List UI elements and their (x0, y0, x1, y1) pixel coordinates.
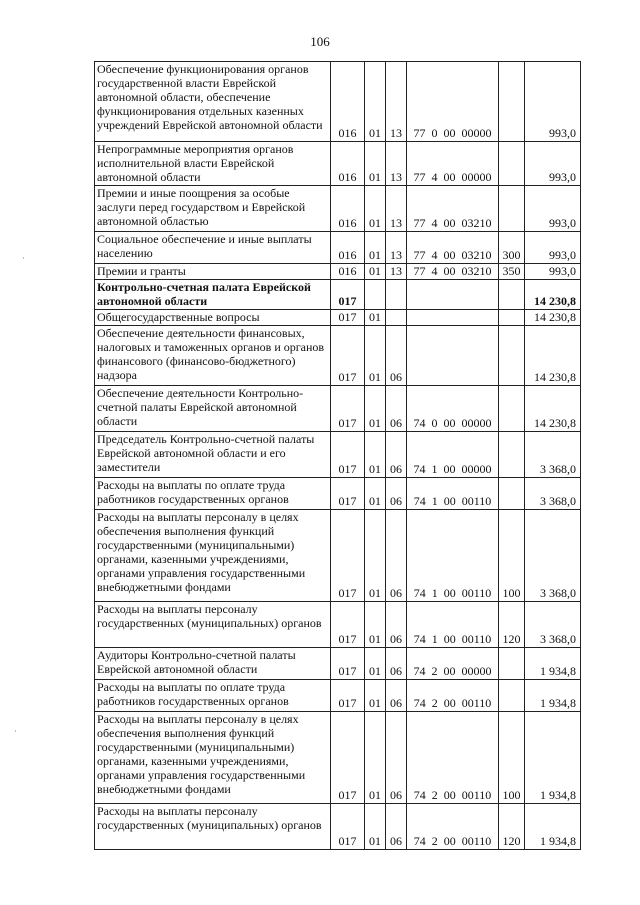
section-code: 01 (365, 510, 386, 602)
table-row (95, 712, 581, 804)
row-name: Расходы на выплаты персоналу государственных (муниципальных) органов (95, 804, 331, 850)
row-name: Социальное обеспечение и иные выплаты населению (95, 232, 331, 264)
amount: 3 368,0 (525, 432, 581, 478)
expense-type-code: 350 (499, 264, 525, 280)
amount: 993,0 (525, 232, 581, 264)
ministry-code: 017 (331, 804, 365, 850)
subsection-code: 06 (386, 432, 407, 478)
expense-type-code (499, 142, 525, 186)
ministry-code: 017 (331, 680, 365, 712)
amount: 993,0 (525, 264, 581, 280)
page-number: 106 (310, 34, 330, 49)
ministry-code: 017 (331, 280, 365, 310)
section-code: 01 (365, 680, 386, 712)
target-code (407, 310, 499, 326)
subsection-code: 06 (386, 386, 407, 432)
section-code: 01 (365, 310, 386, 326)
section-code: 01 (365, 142, 386, 186)
subsection-code (386, 280, 407, 310)
amount: 14 230,8 (525, 280, 581, 310)
expense-type-code: 120 (499, 602, 525, 648)
subsection-code: 06 (386, 602, 407, 648)
ministry-code: 017 (331, 432, 365, 478)
scan-speck: · (22, 253, 25, 263)
amount: 993,0 (525, 62, 581, 142)
target-code: 74 1 00 00110 (407, 510, 499, 602)
table-row (95, 310, 581, 326)
target-code: 77 0 00 00000 (407, 62, 499, 142)
table-row (95, 478, 581, 510)
section-code: 01 (365, 602, 386, 648)
row-name: Расходы на выплаты по оплате труда работников государственных органов (95, 680, 331, 712)
table-row (95, 232, 581, 264)
row-name: Аудиторы Контрольно-счетной палаты Еврейской автономной области (95, 648, 331, 680)
section-code: 01 (365, 264, 386, 280)
row-name: Расходы на выплаты персоналу в целях обеспечения выполнения функций государственными (муниципальными) органами, казенными учреждениями, органами управления государственными внебюджетными фондами (95, 712, 331, 804)
subsection-code: 13 (386, 264, 407, 280)
amount: 1 934,8 (525, 712, 581, 804)
row-name: Председатель Контрольно-счетной палаты Еврейской автономной области и его заместители (95, 432, 331, 478)
amount: 14 230,8 (525, 326, 581, 386)
expense-type-code (499, 680, 525, 712)
ministry-code: 016 (331, 62, 365, 142)
section-code: 01 (365, 326, 386, 386)
amount: 1 934,8 (525, 804, 581, 850)
row-name: Обеспечение функционирования органов государственной власти Еврейской автономной области, обеспечение функционирования отдельных казенных учреждений Еврейской автономной области (95, 62, 331, 142)
table-row (95, 510, 581, 602)
table-row (95, 602, 581, 648)
section-code: 01 (365, 386, 386, 432)
subsection-code: 06 (386, 648, 407, 680)
section-code: 01 (365, 712, 386, 804)
subsection-code: 13 (386, 142, 407, 186)
row-name: Обеспечение деятельности финансовых, налоговых и таможенных органов и органов финансового (финансово-бюджетного) надзора (95, 326, 331, 386)
ministry-code: 017 (331, 478, 365, 510)
section-code: 01 (365, 648, 386, 680)
subsection-code: 06 (386, 326, 407, 386)
target-code: 74 1 00 00110 (407, 602, 499, 648)
ministry-code: 017 (331, 712, 365, 804)
expense-type-code: 100 (499, 510, 525, 602)
ministry-code: 017 (331, 310, 365, 326)
table-row (95, 280, 581, 310)
amount: 1 934,8 (525, 648, 581, 680)
table-row (95, 680, 581, 712)
ministry-code: 017 (331, 326, 365, 386)
target-code (407, 280, 499, 310)
ministry-code: 017 (331, 648, 365, 680)
target-code: 77 4 00 03210 (407, 232, 499, 264)
amount: 993,0 (525, 142, 581, 186)
ministry-code: 016 (331, 232, 365, 264)
row-name: Премии и гранты (95, 264, 331, 280)
table-row (95, 186, 581, 232)
expense-type-code (499, 280, 525, 310)
table-row (95, 326, 581, 386)
target-code: 74 0 00 00000 (407, 386, 499, 432)
subsection-code: 13 (386, 62, 407, 142)
subsection-code: 06 (386, 712, 407, 804)
target-code: 74 1 00 00110 (407, 478, 499, 510)
expense-type-code: 100 (499, 712, 525, 804)
target-code: 74 2 00 00110 (407, 712, 499, 804)
amount: 993,0 (525, 186, 581, 232)
section-code: 01 (365, 432, 386, 478)
expense-type-code: 300 (499, 232, 525, 264)
subsection-code: 13 (386, 186, 407, 232)
subsection-code: 06 (386, 478, 407, 510)
table-row (95, 804, 581, 850)
subsection-code: 06 (386, 804, 407, 850)
budget-table (94, 61, 581, 850)
expense-type-code (499, 326, 525, 386)
row-name: Контрольно-счетная палата Еврейской автономной области (95, 280, 331, 310)
expense-type-code (499, 432, 525, 478)
ministry-code: 016 (331, 264, 365, 280)
target-code (407, 326, 499, 386)
target-code: 77 4 00 03210 (407, 186, 499, 232)
expense-type-code (499, 648, 525, 680)
amount: 14 230,8 (525, 310, 581, 326)
ministry-code: 017 (331, 602, 365, 648)
section-code (365, 280, 386, 310)
section-code: 01 (365, 478, 386, 510)
subsection-code: 06 (386, 510, 407, 602)
subsection-code: 06 (386, 680, 407, 712)
scan-speck: · (14, 726, 17, 736)
section-code: 01 (365, 232, 386, 264)
ministry-code: 017 (331, 386, 365, 432)
row-name: Расходы на выплаты персоналу государственных (муниципальных) органов (95, 602, 331, 648)
table-row (95, 264, 581, 280)
amount: 1 934,8 (525, 680, 581, 712)
target-code: 77 4 00 03210 (407, 264, 499, 280)
table-row (95, 62, 581, 142)
target-code: 74 1 00 00000 (407, 432, 499, 478)
expense-type-code (499, 62, 525, 142)
expense-type-code (499, 310, 525, 326)
expense-type-code (499, 478, 525, 510)
ministry-code: 016 (331, 142, 365, 186)
row-name: Премии и иные поощрения за особые заслуги перед государством и Еврейской автономной областью (95, 186, 331, 232)
row-name: Расходы на выплаты по оплате труда работников государственных органов (95, 478, 331, 510)
subsection-code: 13 (386, 232, 407, 264)
subsection-code (386, 310, 407, 326)
amount: 3 368,0 (525, 602, 581, 648)
section-code: 01 (365, 186, 386, 232)
row-name: Общегосударственные вопросы (95, 310, 331, 326)
row-name: Непрограммные мероприятия органов исполнительной власти Еврейской автономной области (95, 142, 331, 186)
expense-type-code (499, 386, 525, 432)
ministry-code: 017 (331, 510, 365, 602)
target-code: 74 2 00 00110 (407, 680, 499, 712)
amount: 3 368,0 (525, 478, 581, 510)
amount: 3 368,0 (525, 510, 581, 602)
ministry-code: 016 (331, 186, 365, 232)
amount: 14 230,8 (525, 386, 581, 432)
target-code: 74 2 00 00110 (407, 804, 499, 850)
table-row (95, 432, 581, 478)
expense-type-code (499, 186, 525, 232)
target-code: 74 2 00 00000 (407, 648, 499, 680)
table-row (95, 386, 581, 432)
table-row (95, 648, 581, 680)
target-code: 77 4 00 00000 (407, 142, 499, 186)
section-code: 01 (365, 62, 386, 142)
section-code: 01 (365, 804, 386, 850)
row-name: Расходы на выплаты персоналу в целях обеспечения выполнения функций государственными (муниципальными) органами, казенными учреждениями, органами управления государственными внебюджетными фондами (95, 510, 331, 602)
expense-type-code: 120 (499, 804, 525, 850)
table-row (95, 142, 581, 186)
row-name: Обеспечение деятельности Контрольно-счетной палаты Еврейской автономной области (95, 386, 331, 432)
